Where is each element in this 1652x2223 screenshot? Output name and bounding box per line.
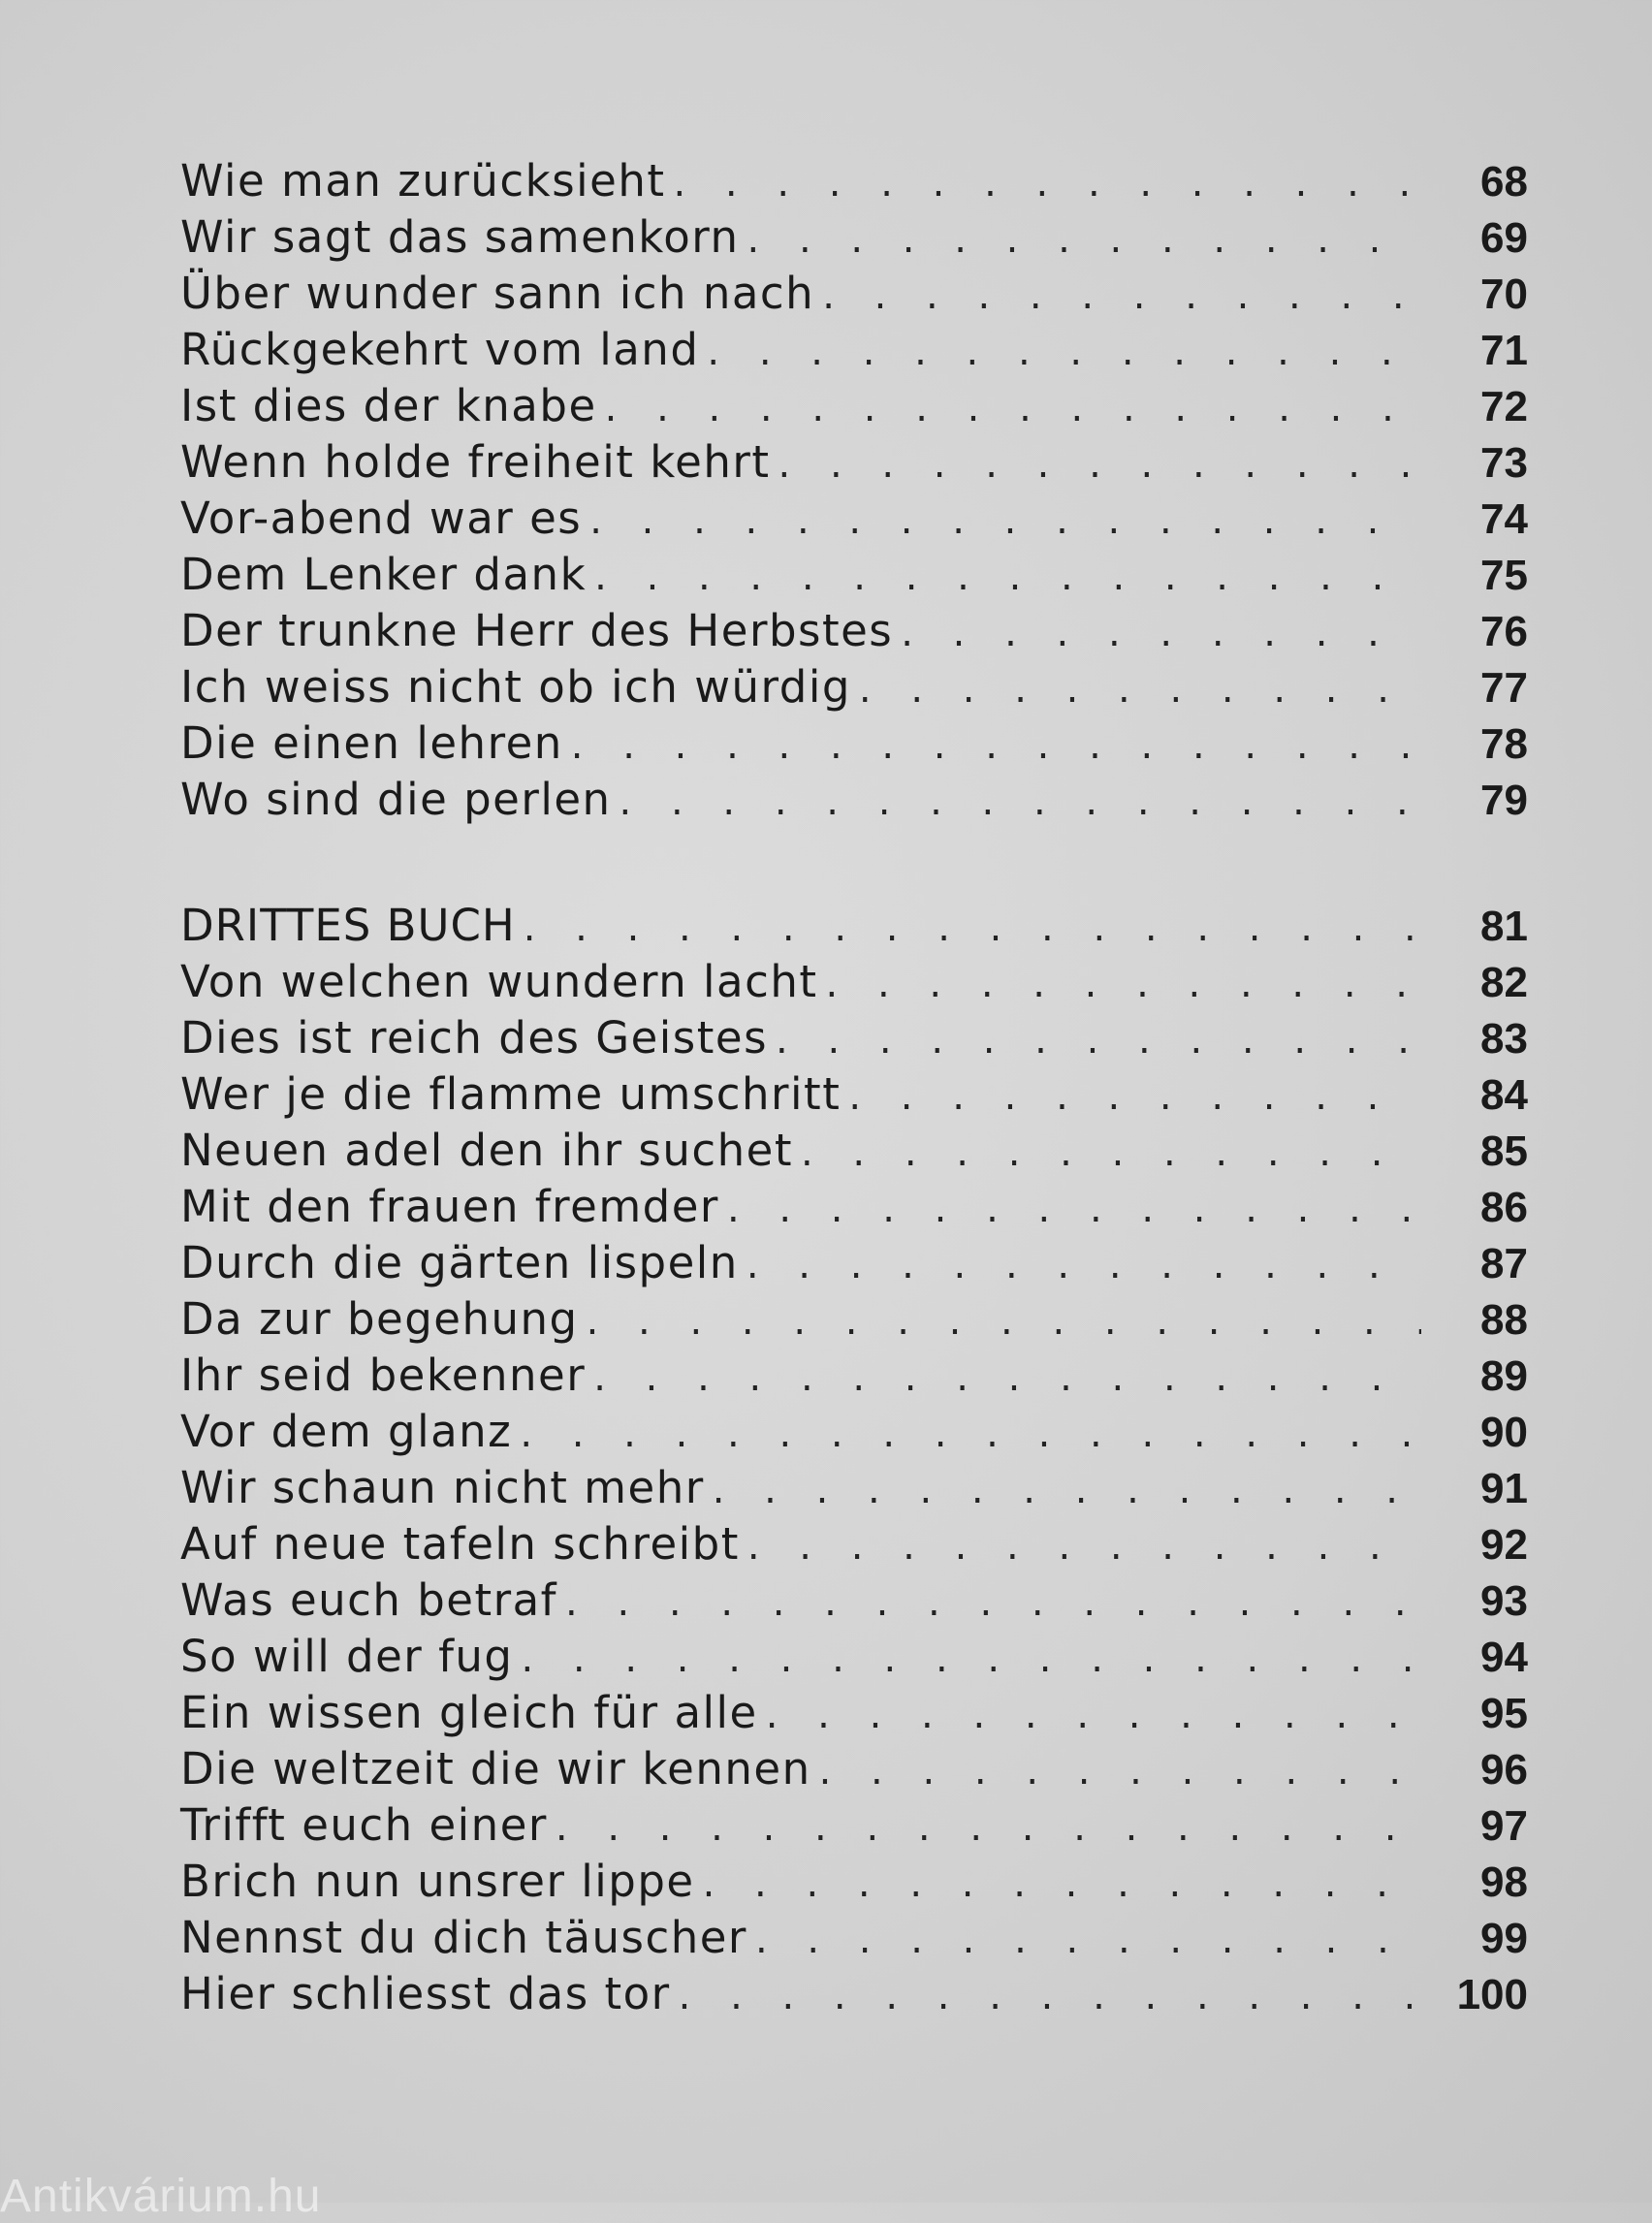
toc-entry-title: Dem Lenker dank — [180, 549, 588, 600]
toc-entry-page: 84 — [1480, 1071, 1528, 1119]
dot-leader — [901, 611, 1421, 655]
toc-entry-title: Vor dem glanz — [180, 1406, 513, 1457]
toc-entry-title: Der trunkne Herr des Herbstes — [180, 605, 894, 656]
section-heading-page: 81 — [1480, 903, 1528, 950]
dot-leader — [848, 1074, 1421, 1119]
toc-entry — [180, 492, 1528, 549]
toc-entry — [180, 549, 1528, 605]
toc-entry-page: 93 — [1480, 1577, 1528, 1625]
toc-entry — [180, 661, 1528, 717]
toc-entry-title: Von welchen wundern lacht — [180, 956, 818, 1007]
toc-entry — [180, 1574, 1528, 1631]
toc-entry — [180, 1856, 1528, 1912]
dot-leader — [747, 1243, 1421, 1287]
toc-entry-title: Wie man zurücksieht — [180, 155, 666, 206]
toc-entry-page: 82 — [1480, 959, 1528, 1006]
toc-entry-page: 98 — [1480, 1858, 1528, 1906]
watermark-text: Antikvárium.hu — [0, 2171, 322, 2222]
toc-entry-title: Über wunder sann ich nach — [180, 268, 815, 319]
dot-leader — [755, 1918, 1421, 1962]
dot-leader — [593, 1355, 1421, 1400]
toc-entry-title: Wer je die flamme umschritt — [180, 1068, 842, 1120]
toc-entry-title: Die weltzeit die wir kennen — [180, 1743, 811, 1794]
toc-entry-title: Da zur begehung — [180, 1293, 579, 1345]
toc-entry-title: Vor-abend war es — [180, 492, 583, 544]
dot-leader — [822, 273, 1421, 318]
dot-leader — [605, 386, 1421, 430]
dot-leader — [747, 217, 1421, 262]
toc-entry-title: Brich nun unsrer lippe — [180, 1856, 695, 1907]
dot-leader — [801, 1130, 1421, 1175]
toc-entry — [180, 1125, 1528, 1181]
toc-entry — [180, 1968, 1528, 2024]
toc-entry-title: Mit den frauen fremder — [180, 1181, 719, 1232]
toc-entry-page: 96 — [1480, 1746, 1528, 1794]
dot-leader — [594, 555, 1421, 599]
toc-entry-title: Wir schaun nicht mehr — [180, 1462, 705, 1513]
toc-entry-page: 95 — [1480, 1690, 1528, 1737]
toc-entry-title: So will der fug — [180, 1631, 514, 1682]
toc-entry-title: Wir sagt das samenkorn — [180, 211, 740, 263]
toc-entry-title: Rückgekehrt vom land — [180, 324, 700, 375]
toc-entry — [180, 380, 1528, 436]
dot-leader — [776, 1018, 1421, 1063]
toc-entry — [180, 956, 1528, 1012]
toc-entry-title: Was euch betraf — [180, 1574, 558, 1626]
dot-leader — [589, 498, 1421, 543]
toc-entry — [180, 1293, 1528, 1350]
toc-entry-title: Ich weiss nicht ob ich würdig — [180, 661, 851, 713]
toc-part-1 — [180, 155, 1528, 830]
toc-entry-page: 97 — [1480, 1802, 1528, 1850]
dot-leader — [565, 1580, 1421, 1625]
toc-entry-page: 79 — [1480, 777, 1528, 824]
toc-entry-page: 68 — [1480, 158, 1528, 206]
toc-entry-page: 72 — [1480, 383, 1528, 430]
toc-entry — [180, 1012, 1528, 1068]
toc-entry-title: Neuen adel den ihr suchet — [180, 1125, 793, 1176]
toc-entry — [180, 1350, 1528, 1406]
toc-entry-title: Dies ist reich des Geistes — [180, 1012, 769, 1064]
toc-entry — [180, 1406, 1528, 1462]
toc-entry-title: Trifft euch einer — [180, 1799, 548, 1851]
toc-entry — [180, 1631, 1528, 1687]
section-spacer — [180, 830, 1528, 900]
toc-entry — [180, 1687, 1528, 1743]
toc-entry — [180, 1068, 1528, 1125]
toc-entry-page: 86 — [1480, 1184, 1528, 1231]
toc-entry-title: Wenn holde freiheit kehrt — [180, 436, 771, 488]
toc-entry — [180, 717, 1528, 774]
toc-entry-page: 76 — [1480, 608, 1528, 655]
dot-leader — [707, 330, 1421, 374]
toc-entry — [180, 1181, 1528, 1237]
table-of-contents — [180, 155, 1528, 2024]
dot-leader — [727, 1187, 1421, 1231]
toc-entry-page: 73 — [1480, 439, 1528, 487]
toc-entry-page: 92 — [1480, 1521, 1528, 1569]
dot-leader — [747, 1524, 1421, 1569]
toc-entry-page: 89 — [1480, 1352, 1528, 1400]
toc-entry-page: 75 — [1480, 552, 1528, 599]
toc-entry-page: 85 — [1480, 1127, 1528, 1175]
toc-entry — [180, 1462, 1528, 1518]
toc-entry-title: Ist dies der knabe — [180, 380, 597, 431]
toc-entry-title: Hier schliesst das tor — [180, 1968, 671, 2019]
dot-leader — [587, 1299, 1421, 1344]
toc-entry-page: 77 — [1480, 664, 1528, 712]
dot-leader — [620, 779, 1421, 824]
toc-entry — [180, 774, 1528, 830]
dot-leader — [522, 1636, 1422, 1681]
dot-leader — [713, 1468, 1421, 1512]
toc-entry-title: Ein wissen gleich für alle — [180, 1687, 758, 1738]
section-heading — [180, 900, 1528, 956]
section-heading-title: DRITTES BUCH — [180, 900, 516, 951]
dot-leader — [679, 1974, 1421, 2018]
toc-entry-title: Ihr seid bekenner — [180, 1350, 587, 1401]
toc-entry — [180, 268, 1528, 324]
toc-entry-page: 91 — [1480, 1465, 1528, 1512]
toc-entry-page: 70 — [1480, 270, 1528, 318]
toc-entry — [180, 211, 1528, 268]
toc-entry-title: Auf neue tafeln schreibt — [180, 1518, 740, 1570]
dot-leader — [859, 667, 1421, 712]
toc-entry-page: 99 — [1480, 1915, 1528, 1962]
toc-entry — [180, 1518, 1528, 1574]
toc-entry-page: 100 — [1456, 1971, 1528, 2018]
toc-part-2 — [180, 956, 1528, 2024]
toc-entry-page: 88 — [1480, 1296, 1528, 1344]
toc-entry-page: 87 — [1480, 1240, 1528, 1287]
toc-entry-page: 69 — [1480, 214, 1528, 262]
dot-leader — [520, 1412, 1421, 1456]
dot-leader — [766, 1693, 1421, 1737]
dot-leader — [778, 442, 1421, 487]
toc-entry-page: 71 — [1480, 327, 1528, 374]
toc-entry — [180, 1912, 1528, 1968]
toc-entry-title: Durch die gärten lispeln — [180, 1237, 739, 1288]
toc-entry — [180, 1743, 1528, 1799]
toc-entry — [180, 1237, 1528, 1293]
toc-entry — [180, 324, 1528, 380]
dot-leader — [703, 1861, 1421, 1906]
toc-entry-page: 83 — [1480, 1015, 1528, 1063]
toc-entry-page: 78 — [1480, 720, 1528, 768]
dot-leader — [826, 962, 1421, 1006]
toc-entry-title: Die einen lehren — [180, 717, 563, 769]
dot-leader — [556, 1805, 1421, 1850]
toc-entry — [180, 436, 1528, 492]
dot-leader — [674, 161, 1422, 206]
dot-leader — [819, 1749, 1421, 1794]
toc-entry — [180, 605, 1528, 661]
dot-leader — [524, 905, 1421, 950]
toc-entry-page: 90 — [1480, 1409, 1528, 1456]
toc-entry-title: Wo sind die perlen — [180, 774, 612, 825]
toc-entry-page: 94 — [1480, 1634, 1528, 1681]
dot-leader — [571, 723, 1421, 768]
toc-entry-title: Nennst du dich täuscher — [180, 1912, 747, 1963]
toc-entry — [180, 1799, 1528, 1856]
toc-entry-page: 74 — [1480, 495, 1528, 543]
toc-entry — [180, 155, 1528, 211]
